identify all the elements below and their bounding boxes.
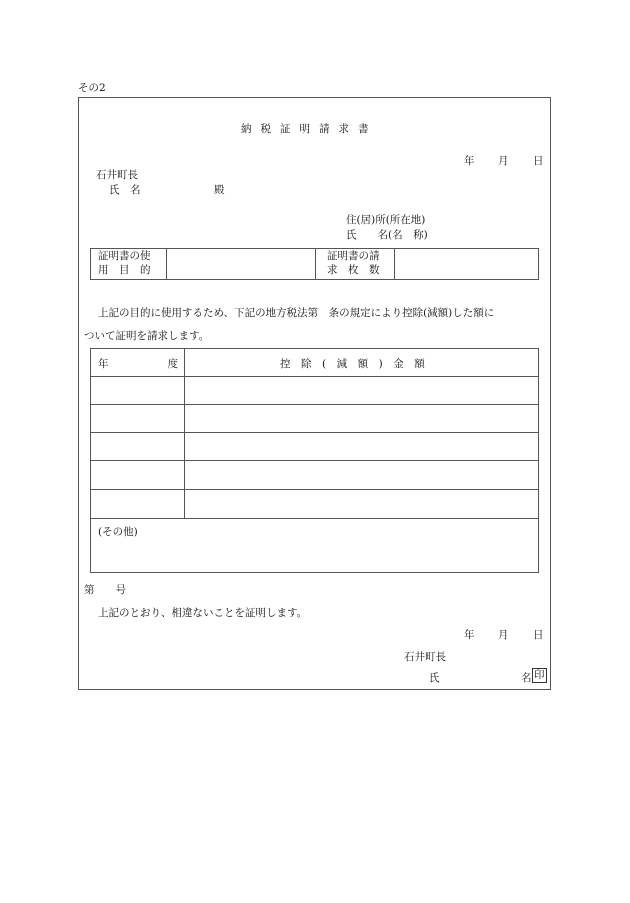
cert-name-suffix: 名 xyxy=(521,672,532,684)
col-year-header: 年 度 xyxy=(98,358,178,370)
page-label: その2 xyxy=(78,82,106,94)
request-text-line2: ついて証明を請求します。 xyxy=(84,330,210,342)
addressee-name-label: 氏 名 xyxy=(109,184,141,196)
addressee-office: 石井町長 xyxy=(96,169,138,181)
table-row[interactable] xyxy=(91,405,538,432)
other-label: (その他) xyxy=(98,526,138,538)
date-day-label: 日 xyxy=(533,155,544,167)
table-row[interactable] xyxy=(91,461,538,489)
seal-mark-icon: 印 xyxy=(534,669,545,681)
applicant-name-label: 氏 名(名 称) xyxy=(346,229,428,241)
date-month-label: 月 xyxy=(498,155,509,167)
col-amount-header: 控 除 ( 減 額 ) 金 額 xyxy=(280,358,425,370)
date-year-label: 年 xyxy=(464,155,475,167)
table-row[interactable] xyxy=(91,490,538,518)
applicant-address-label: 住(居)所(所在地) xyxy=(346,214,426,226)
purpose-label: 証明書の使 用 目 的 xyxy=(98,250,151,276)
table-row[interactable] xyxy=(91,377,538,404)
cert-date-month: 月 xyxy=(498,629,509,641)
table-row[interactable] xyxy=(91,433,538,460)
request-text-line1: 上記の目的に使用するため、下記の地方税法第 条の規定により控除(減額)した額に xyxy=(98,307,495,319)
cert-date-day: 日 xyxy=(533,629,544,641)
cert-date-year: 年 xyxy=(464,629,475,641)
form-title: 納税証明請求書 xyxy=(241,123,378,135)
cert-office: 石井町長 xyxy=(404,651,446,663)
addressee-honorific: 殿 xyxy=(214,184,225,196)
count-label: 証明書の請 求 枚 数 xyxy=(327,250,380,276)
cert-statement: 上記のとおり、相違ないことを証明します。 xyxy=(98,607,308,619)
purpose-field[interactable] xyxy=(167,249,314,279)
cert-name-prefix: 氏 xyxy=(429,672,440,684)
cert-number: 第 号 xyxy=(84,584,126,596)
count-field[interactable] xyxy=(395,249,538,279)
